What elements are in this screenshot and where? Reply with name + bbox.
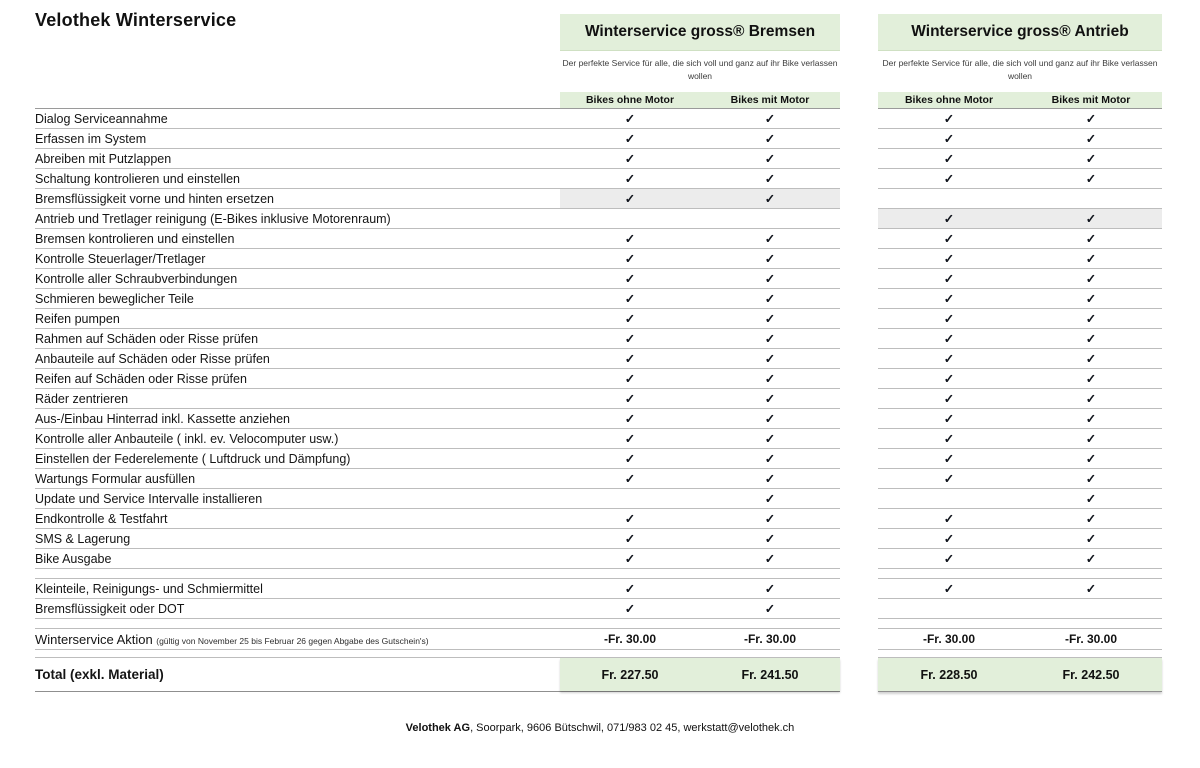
spacer-row xyxy=(35,569,1162,579)
check-icon: ✓ xyxy=(943,151,955,166)
check-cell xyxy=(700,150,840,168)
check-cell xyxy=(878,270,1020,288)
check-cell xyxy=(700,250,840,268)
check-icon: ✓ xyxy=(624,371,636,386)
check-icon: ✓ xyxy=(943,251,955,266)
check-cell xyxy=(700,170,840,188)
check-icon: ✓ xyxy=(624,111,636,126)
check-cell xyxy=(878,350,1020,368)
service-row xyxy=(35,389,1162,409)
check-icon: ✓ xyxy=(1085,581,1097,596)
check-icon: ✓ xyxy=(764,271,776,286)
check-icon: ✓ xyxy=(624,531,636,546)
service-row-label: Kontrolle Steuerlager/Tretlager xyxy=(35,251,206,266)
check-cell xyxy=(560,330,700,348)
service-row-label: Rahmen auf Schäden oder Risse prüfen xyxy=(35,331,259,346)
check-cell xyxy=(1020,170,1162,188)
check-cell xyxy=(700,580,840,598)
check-cell xyxy=(1020,470,1162,488)
check-cell xyxy=(1020,330,1162,348)
check-icon: ✓ xyxy=(1085,451,1097,466)
check-cell xyxy=(878,330,1020,348)
check-cell xyxy=(560,270,700,288)
aktion-value-bremsen-ohne-motor: -Fr. 30.00 xyxy=(603,632,657,646)
column-gap xyxy=(840,92,878,109)
check-icon: ✓ xyxy=(624,431,636,446)
check-icon: ✓ xyxy=(764,471,776,486)
check-icon: ✓ xyxy=(943,131,955,146)
check-icon: ✓ xyxy=(624,391,636,406)
check-icon: ✓ xyxy=(943,331,955,346)
service-row-label: Kleinteile, Reinigungs- und Schmiermittel xyxy=(35,581,263,596)
check-cell xyxy=(700,600,840,618)
check-icon: ✓ xyxy=(943,351,955,366)
footer-company-name: Velothek AG xyxy=(405,722,471,734)
check-icon: ✓ xyxy=(624,411,636,426)
service-row-label: Räder zentrieren xyxy=(35,391,129,406)
service-row-label: Anbauteile auf Schäden oder Risse prüfen xyxy=(35,351,270,366)
check-cell xyxy=(560,150,700,168)
check-cell xyxy=(1020,110,1162,128)
service-row-label: Dialog Serviceannahme xyxy=(35,111,168,126)
check-cell xyxy=(700,370,840,388)
check-icon: ✓ xyxy=(764,151,776,166)
service-row xyxy=(35,149,1162,169)
service-row xyxy=(35,449,1162,469)
check-icon: ✓ xyxy=(764,581,776,596)
check-cell xyxy=(878,170,1020,188)
check-icon: ✓ xyxy=(764,111,776,126)
check-cell xyxy=(878,370,1020,388)
check-icon: ✓ xyxy=(943,391,955,406)
check-cell xyxy=(700,330,840,348)
check-icon: ✓ xyxy=(624,551,636,566)
check-icon: ✓ xyxy=(624,331,636,346)
service-row xyxy=(35,289,1162,309)
service-row-label: Erfassen im System xyxy=(35,131,147,146)
service-row-label: Schmieren beweglicher Teile xyxy=(35,291,194,306)
check-icon: ✓ xyxy=(1085,551,1097,566)
package-subtitle-bremsen: Der perfekte Service für alle, die sich voll und ganz auf ihr Bike verlassen wollen xyxy=(562,58,838,82)
check-icon: ✓ xyxy=(624,451,636,466)
check-cell xyxy=(1020,530,1162,548)
service-row-label: Bremsflüssigkeit vorne und hinten ersetzen xyxy=(35,191,275,206)
check-cell xyxy=(878,430,1020,448)
check-cell xyxy=(1020,390,1162,408)
check-cell xyxy=(1020,350,1162,368)
check-icon: ✓ xyxy=(764,331,776,346)
check-cell xyxy=(560,550,700,568)
service-row-label: Schaltung kontrolieren und einstellen xyxy=(35,171,240,186)
check-icon: ✓ xyxy=(1085,371,1097,386)
check-cell xyxy=(878,210,1020,228)
check-icon: ✓ xyxy=(943,431,955,446)
check-cell xyxy=(560,390,700,408)
service-row xyxy=(35,309,1162,329)
service-row xyxy=(35,169,1162,189)
service-row xyxy=(35,369,1162,389)
check-icon: ✓ xyxy=(943,511,955,526)
service-row-label: Bike Ausgabe xyxy=(35,551,112,566)
check-cell xyxy=(700,290,840,308)
check-cell xyxy=(1020,290,1162,308)
check-icon: ✓ xyxy=(943,551,955,566)
check-cell xyxy=(1020,550,1162,568)
service-row xyxy=(35,229,1162,249)
total-label: Total (exkl. Material) xyxy=(35,667,164,682)
check-cell xyxy=(878,470,1020,488)
check-icon: ✓ xyxy=(1085,271,1097,286)
check-icon: ✓ xyxy=(943,371,955,386)
service-row xyxy=(35,579,1162,599)
check-icon: ✓ xyxy=(764,391,776,406)
check-cell xyxy=(1020,150,1162,168)
spacer-row xyxy=(35,650,1162,658)
check-cell xyxy=(700,390,840,408)
service-row xyxy=(35,109,1162,129)
check-cell xyxy=(1020,370,1162,388)
service-row-label: Reifen pumpen xyxy=(35,311,120,326)
check-cell xyxy=(1020,230,1162,248)
check-icon: ✓ xyxy=(764,601,776,616)
check-cell xyxy=(700,490,840,508)
check-icon: ✓ xyxy=(1085,331,1097,346)
check-icon: ✓ xyxy=(1085,211,1097,226)
check-icon: ✓ xyxy=(764,551,776,566)
check-icon: ✓ xyxy=(1085,531,1097,546)
check-icon: ✓ xyxy=(624,251,636,266)
check-icon: ✓ xyxy=(624,271,636,286)
check-cell xyxy=(700,190,840,208)
check-icon: ✓ xyxy=(624,311,636,326)
service-row-label: Bremsflüssigkeit oder DOT xyxy=(35,601,185,616)
check-cell xyxy=(1020,430,1162,448)
check-cell xyxy=(560,580,700,598)
material-rows-section xyxy=(35,579,1162,619)
service-row-label: Aus-/Einbau Hinterrad inkl. Kassette anziehen xyxy=(35,411,291,426)
check-cell xyxy=(700,350,840,368)
check-cell xyxy=(700,130,840,148)
check-icon: ✓ xyxy=(1085,351,1097,366)
aktion-validity-note: (gültig von November 25 bis Februar 26 gegen Abgabe des Gutschein's) xyxy=(156,635,429,646)
check-icon: ✓ xyxy=(1085,151,1097,166)
check-icon: ✓ xyxy=(624,151,636,166)
check-icon: ✓ xyxy=(943,311,955,326)
check-icon: ✓ xyxy=(1085,491,1097,506)
service-rows-section xyxy=(35,109,1162,569)
check-cell xyxy=(560,430,700,448)
check-icon: ✓ xyxy=(1085,511,1097,526)
check-icon: ✓ xyxy=(624,581,636,596)
check-icon: ✓ xyxy=(764,291,776,306)
total-value-bremsen-ohne-motor: Fr. 227.50 xyxy=(601,667,659,682)
check-icon: ✓ xyxy=(764,171,776,186)
check-icon: ✓ xyxy=(624,131,636,146)
column-header-band xyxy=(35,92,1162,109)
check-cell xyxy=(700,430,840,448)
check-icon: ✓ xyxy=(1085,391,1097,406)
check-cell xyxy=(700,550,840,568)
check-cell xyxy=(700,410,840,428)
footer-contact-details: , Soorpark, 9606 Bütschwil, 071/983 02 45, werkstatt@velothek.ch xyxy=(470,722,795,734)
check-icon: ✓ xyxy=(624,291,636,306)
service-row-label: Kontrolle aller Anbauteile ( inkl. ev. Velocomputer usw.) xyxy=(35,431,339,446)
column-group-bremsen xyxy=(560,92,840,109)
check-icon: ✓ xyxy=(1085,251,1097,266)
check-cell xyxy=(560,110,700,128)
check-icon: ✓ xyxy=(943,291,955,306)
aktion-value-bremsen-mit-motor: -Fr. 30.00 xyxy=(743,632,797,646)
service-row-label: Wartungs Formular ausfüllen xyxy=(35,471,196,486)
column-header-spacer xyxy=(35,92,560,109)
check-icon: ✓ xyxy=(624,511,636,526)
check-cell xyxy=(1020,510,1162,528)
check-cell xyxy=(700,450,840,468)
check-icon: ✓ xyxy=(624,471,636,486)
check-cell xyxy=(700,270,840,288)
check-icon: ✓ xyxy=(1085,231,1097,246)
service-row-label: Antrieb und Tretlager reinigung (E-Bikes inklusive Motorenraum) xyxy=(35,211,391,226)
page-title: Velothek Winterservice xyxy=(35,10,237,30)
check-icon: ✓ xyxy=(943,171,955,186)
column-group-antrieb xyxy=(878,92,1162,109)
service-row xyxy=(35,509,1162,529)
check-cell xyxy=(560,190,700,208)
check-cell xyxy=(1020,250,1162,268)
check-cell xyxy=(878,410,1020,428)
check-icon: ✓ xyxy=(943,271,955,286)
check-cell xyxy=(700,470,840,488)
service-row-label: Bremsen kontrolieren und einstellen xyxy=(35,231,235,246)
check-cell xyxy=(1020,410,1162,428)
check-cell xyxy=(560,370,700,388)
check-cell xyxy=(1020,270,1162,288)
check-cell xyxy=(878,150,1020,168)
check-cell xyxy=(700,510,840,528)
check-cell xyxy=(1020,450,1162,468)
check-icon: ✓ xyxy=(1085,471,1097,486)
check-cell xyxy=(1020,310,1162,328)
check-cell xyxy=(1020,490,1162,508)
service-row xyxy=(35,489,1162,509)
check-cell xyxy=(878,290,1020,308)
check-cell xyxy=(878,230,1020,248)
check-icon: ✓ xyxy=(764,251,776,266)
check-cell xyxy=(878,510,1020,528)
check-cell xyxy=(560,600,700,618)
check-icon: ✓ xyxy=(764,371,776,386)
check-icon: ✓ xyxy=(624,351,636,366)
check-icon: ✓ xyxy=(1085,311,1097,326)
service-row xyxy=(35,409,1162,429)
service-row-label: Update und Service Intervalle installieren xyxy=(35,491,263,506)
service-row-label: Einstellen der Federelemente ( Luftdruck und Dämpfung) xyxy=(35,451,351,466)
check-icon: ✓ xyxy=(943,231,955,246)
check-cell xyxy=(700,530,840,548)
check-icon: ✓ xyxy=(1085,131,1097,146)
check-icon: ✓ xyxy=(624,231,636,246)
aktion-value-antrieb-mit-motor: -Fr. 30.00 xyxy=(1064,632,1118,646)
check-cell xyxy=(560,410,700,428)
check-cell xyxy=(560,510,700,528)
package-header-bremsen: Winterservice gross® Bremsen xyxy=(560,14,840,51)
service-row xyxy=(35,349,1162,369)
check-icon: ✓ xyxy=(943,411,955,426)
service-row xyxy=(35,529,1162,549)
check-cell xyxy=(878,450,1020,468)
check-cell xyxy=(560,250,700,268)
check-icon: ✓ xyxy=(764,351,776,366)
service-row xyxy=(35,429,1162,449)
service-row-label: SMS & Lagerung xyxy=(35,531,131,546)
check-icon: ✓ xyxy=(764,531,776,546)
column-header-bremsen-mit-motor: Bikes mit Motor xyxy=(730,94,810,106)
check-icon: ✓ xyxy=(624,601,636,616)
check-icon: ✓ xyxy=(764,191,776,206)
check-cell xyxy=(1020,130,1162,148)
check-icon: ✓ xyxy=(764,131,776,146)
service-row-label: Reifen auf Schäden oder Risse prüfen xyxy=(35,371,247,386)
check-cell xyxy=(700,310,840,328)
total-row xyxy=(35,658,1162,692)
total-value-bremsen-mit-motor: Fr. 241.50 xyxy=(741,667,799,682)
check-icon: ✓ xyxy=(943,581,955,596)
check-icon: ✓ xyxy=(764,451,776,466)
column-header-antrieb-mit-motor: Bikes mit Motor xyxy=(1051,94,1131,106)
column-header-antrieb-ohne-motor: Bikes ohne Motor xyxy=(904,94,994,106)
check-icon: ✓ xyxy=(624,191,636,206)
service-row-label: Endkontrolle & Testfahrt xyxy=(35,511,168,526)
aktion-row xyxy=(35,629,1162,650)
service-row-label: Abreiben mit Putzlappen xyxy=(35,151,172,166)
check-cell xyxy=(560,170,700,188)
check-cell xyxy=(700,230,840,248)
column-header-bremsen-ohne-motor: Bikes ohne Motor xyxy=(585,94,675,106)
check-cell xyxy=(878,580,1020,598)
check-icon: ✓ xyxy=(943,111,955,126)
check-icon: ✓ xyxy=(1085,171,1097,186)
footer-contact xyxy=(0,722,1200,734)
check-icon: ✓ xyxy=(943,451,955,466)
check-cell xyxy=(560,470,700,488)
service-row xyxy=(35,469,1162,489)
check-cell xyxy=(560,290,700,308)
service-row xyxy=(35,209,1162,229)
check-cell xyxy=(560,230,700,248)
service-row xyxy=(35,189,1162,209)
aktion-label: Winterservice Aktion (gültig von November 25 bis Februar 26 gegen Abgabe des Gutschein's) xyxy=(35,631,429,647)
service-row xyxy=(35,329,1162,349)
check-cell xyxy=(878,250,1020,268)
check-cell xyxy=(700,110,840,128)
check-icon: ✓ xyxy=(764,411,776,426)
check-cell xyxy=(560,350,700,368)
check-icon: ✓ xyxy=(1085,111,1097,126)
check-icon: ✓ xyxy=(764,491,776,506)
check-cell xyxy=(878,130,1020,148)
check-icon: ✓ xyxy=(764,511,776,526)
service-row-label: Kontrolle aller Schraubverbindungen xyxy=(35,271,238,286)
check-cell xyxy=(878,550,1020,568)
check-cell xyxy=(560,310,700,328)
check-icon: ✓ xyxy=(764,311,776,326)
check-cell xyxy=(878,530,1020,548)
check-icon: ✓ xyxy=(1085,291,1097,306)
service-row xyxy=(35,599,1162,619)
check-cell xyxy=(560,450,700,468)
check-icon: ✓ xyxy=(1085,431,1097,446)
check-icon: ✓ xyxy=(1085,411,1097,426)
check-icon: ✓ xyxy=(943,531,955,546)
service-row xyxy=(35,129,1162,149)
total-value-antrieb-mit-motor: Fr. 242.50 xyxy=(1062,667,1120,682)
aktion-value-antrieb-ohne-motor: -Fr. 30.00 xyxy=(922,632,976,646)
check-icon: ✓ xyxy=(624,171,636,186)
spacer-row xyxy=(35,619,1162,629)
total-value-antrieb-ohne-motor: Fr. 228.50 xyxy=(920,667,978,682)
check-cell xyxy=(878,110,1020,128)
service-row xyxy=(35,249,1162,269)
service-row xyxy=(35,549,1162,569)
check-icon: ✓ xyxy=(943,211,955,226)
package-subtitle-antrieb: Der perfekte Service für alle, die sich voll und ganz auf ihr Bike verlassen wollen xyxy=(882,58,1158,82)
service-table xyxy=(35,109,1162,692)
service-row xyxy=(35,269,1162,289)
check-icon: ✓ xyxy=(943,471,955,486)
check-icon: ✓ xyxy=(764,231,776,246)
check-cell xyxy=(560,130,700,148)
check-icon: ✓ xyxy=(764,431,776,446)
check-cell xyxy=(1020,210,1162,228)
package-header-antrieb: Winterservice gross® Antrieb xyxy=(878,14,1162,51)
check-cell xyxy=(878,310,1020,328)
check-cell xyxy=(1020,580,1162,598)
check-cell xyxy=(560,530,700,548)
check-cell xyxy=(878,390,1020,408)
